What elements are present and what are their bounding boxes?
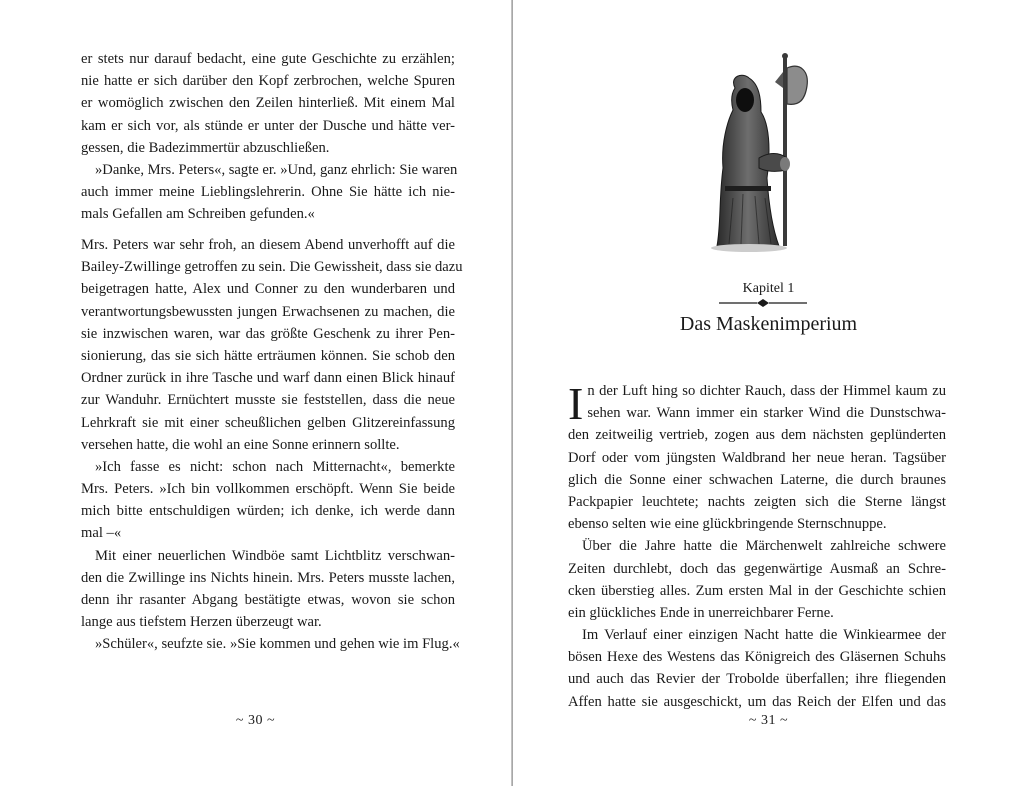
- text-line: Lehrkraft sie mit einer scheußlichen gelben Glitzereinfassung: [81, 414, 455, 431]
- text-line: Über die Jahre hatte die Märchenwelt zahlreiche schwere: [582, 538, 946, 555]
- text-line: auch immer meine Lieblingslehrerin. Ohne Sie hätte ich nie-: [81, 184, 455, 201]
- left-text-bottom: [81, 234, 463, 656]
- text-line: sehen war. Wann immer ein starker Wind die Dunstschwa-: [587, 405, 946, 422]
- text-line: er womöglich zwischen den Zeilen hinterließ. Mit einem Mal: [81, 95, 455, 112]
- text-line: Bailey-Zwillinge getroffen zu sein. Die Gewissheit, dass sie dazu: [81, 259, 463, 276]
- text-line: Mit einer neuerlichen Windböe samt Lichtblitz verschwan-: [95, 547, 455, 564]
- text-line: Affen hatte sie ausgeschickt, um das Reich der Elfen und das: [568, 693, 946, 710]
- chapter-title: Das Maskenimperium: [679, 313, 858, 335]
- text-line: er stets nur darauf bedacht, eine gute Geschichte zu erzählen;: [81, 51, 455, 67]
- right-text-block: [568, 380, 946, 713]
- right-page: [513, 0, 1024, 786]
- text-line: gessen, die Badezimmertür abzuschließen.: [81, 139, 330, 156]
- text-line: sie inzwischen waren, war das größte Geschenk zu ihrer Pen-: [81, 325, 455, 342]
- left-text-top: [81, 48, 458, 226]
- text-line: den die Zwillinge ins Nichts hinein. Mrs. Peters musste lachen,: [81, 569, 455, 586]
- text-line: ebenso selten wie eine glückbringende Sternschnuppe.: [568, 516, 887, 533]
- left-page: [0, 0, 511, 786]
- text-line: Packpapier leuchtete; nachts zeigten sich die Sterne längst: [568, 493, 946, 510]
- text-line: verantwortungsbewussten jungen Erwachsenen zu machen, die: [81, 303, 455, 320]
- text-line: und auch das Revier der Trobolde überfallen; ihre fliegenden: [568, 671, 946, 688]
- text-line: lange aus tiefstem Herzen überzeugt war.: [81, 614, 322, 631]
- text-line: »Danke, Mrs. Peters«, sagte er. »Und, ganz ehrlich: Sie waren: [95, 161, 458, 178]
- text-line: zur Wanduhr. Ernüchtert musste sie feststellen, dass die neue: [81, 392, 455, 409]
- text-line: mich bitte entschuldigen würden; ich denke, ich werde dann: [81, 503, 455, 520]
- page-number: ~ 31 ~: [748, 713, 789, 728]
- text-line: versehen hatte, die wohl an eine Sonne erinnern sollte.: [81, 436, 400, 453]
- chapter-ornament-rule: [719, 298, 807, 308]
- hooded-executioner-illustration: [709, 48, 815, 254]
- page-number: ~ 30 ~: [235, 713, 276, 728]
- text-line: Mrs. Peters. »Ich bin vollkommen erschöpft. Wenn Sie beide: [81, 481, 455, 498]
- text-line: Mrs. Peters war sehr froh, an diesem Abend unverhofft auf die: [81, 237, 455, 253]
- text-line: sionierung, das sie sich hätte erträumen können. Sie schob den: [81, 347, 455, 364]
- text-line: mal –«: [81, 525, 122, 542]
- text-line: Dorf oder vom jüngsten Waldbrand her neue heran. Tagsüber: [568, 449, 946, 466]
- text-line: bösen Hexe des Westens das Königreich des Gläsernen Schuhs: [568, 649, 946, 666]
- lead-paragraph-opening: [568, 378, 946, 429]
- text-line: den zeitweilig vertrieb, zogen aus dem nächsten geplünderten: [568, 427, 946, 444]
- text-line: Ordner zurück in ihre Tasche und warf dann einen Blick hinauf: [81, 370, 455, 387]
- chapter-label: Kapitel 1: [742, 281, 795, 296]
- text-line: mals Gefallen am Schreiben gefunden.«: [81, 206, 315, 223]
- text-line: denn ihr rasanter Abgang bestätigte etwas, wovon sie schon: [81, 592, 455, 608]
- text-line: glich die Sonne einer schwachen Laterne, die durch braunes: [568, 471, 946, 488]
- text-line: Zeiten durchlebt, doch das gegenwärtige Ausmaß an Schre-: [568, 560, 946, 577]
- text-line: beigetragen hatte, Alex und Conner zu den wunderbaren und: [81, 281, 455, 298]
- text-line: ein glückliches Ende in unerreichbarer Ferne.: [568, 604, 834, 621]
- drop-cap: I: [568, 378, 584, 429]
- text-line: cken überstieg alles. Zum ersten Mal in der Geschichte schien: [568, 582, 946, 599]
- text-line: Im Verlauf einer einzigen Nacht hatte die Winkiearmee der: [582, 627, 946, 644]
- text-line: n der Luft hing so dichter Rauch, dass der Himmel kaum zu: [587, 383, 946, 399]
- text-line: kam er sich vor, als stünde er unter der Dusche und hätte ver-: [81, 117, 455, 134]
- text-line: nie hatte er sich darüber den Kopf zerbrochen, welche Spuren: [81, 73, 455, 90]
- text-line: »Schüler«, seufzte sie. »Sie kommen und gehen wie im Flug.«: [95, 636, 460, 653]
- text-line: »Ich fasse es nicht: schon nach Mitternacht«, bemerkte: [95, 458, 455, 475]
